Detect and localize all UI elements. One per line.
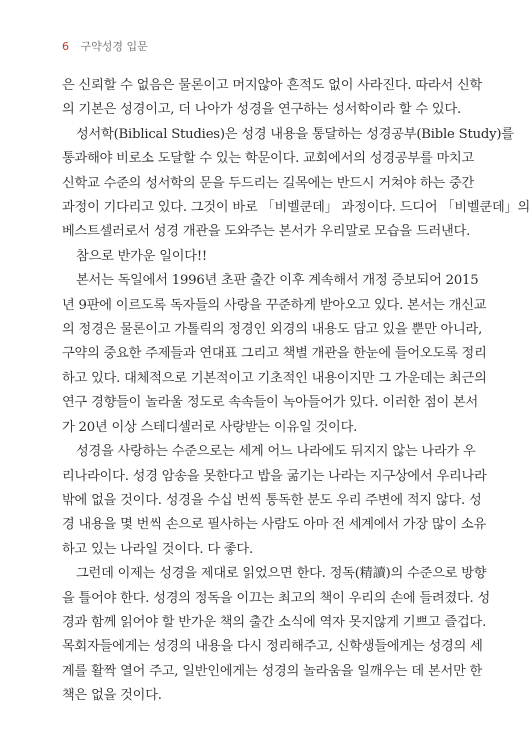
text-line: 성경을 사랑하는 수준으로는 세계 어느 나라에도 뒤지지 않는 나라가 우 [76, 444, 476, 460]
text-line: 책은 없을 것이다. [62, 688, 162, 704]
book-title: 구약성경 입문 [80, 40, 148, 53]
text-line: 연구 경향들이 놀라울 정도로 속속들이 녹아들어가 있다. 이러한 점이 본서 [62, 395, 479, 411]
text-line: 계를 활짝 열어 주고, 일반인에게는 성경의 놀라움을 일깨우는 데 본서만 한 [62, 663, 483, 679]
paragraph-6 [62, 562, 491, 708]
text-line: 통과해야 비로소 도달할 수 있는 학문이다. 교회에서의 성경공부를 마치고 [62, 151, 475, 167]
text-line: 베스트셀러로서 성경 개관을 도와주는 본서가 우리말로 모습을 드러낸다. [62, 224, 471, 240]
text-line: 신학교 수준의 성서학의 문을 두드리는 길목에는 반드시 거쳐야 하는 중간 [62, 175, 475, 191]
text-line: 그런데 이제는 성경을 제대로 읽었으면 한다. 정독(精讀)의 수준으로 방향 [76, 566, 487, 582]
text-line: 은 신뢰할 수 없음은 물론이고 머지않아 흔적도 없이 사라진다. 따라서 신학 [62, 78, 483, 93]
text-line: 목회자들에게는 성경의 내용을 다시 정리해주고, 신학생들에게는 성경의 세 [62, 639, 483, 655]
paragraph-5 [62, 440, 487, 562]
text-line: 리나라이다. 성경 암송을 못한다고 밥을 굶기는 나라는 지구상에서 우리나라 [62, 468, 487, 484]
text-line: 년 9판에 이르도록 독자들의 사랑을 꾸준하게 받아오고 있다. 본서는 개신교 [62, 297, 487, 313]
body-text [62, 74, 530, 709]
text-line: 과정이 기다리고 있다. 그것이 바로 「비벨쿤데」 과정이다. 드디어 「비벨쿤데」의 [62, 200, 530, 216]
text-line: 성서학(Biblical Studies)은 성경 내용을 통달하는 성경공부(Bible Study)를 [76, 126, 514, 142]
text-line: 을 틀어야 한다. 성경의 정독을 이끄는 최고의 책이 우리의 손에 들려졌다. 성 [62, 590, 491, 606]
paragraph-3 [62, 245, 438, 269]
paragraph-2 [62, 123, 530, 245]
page-number: 6 [62, 40, 69, 53]
text-line: 하고 있는 나라일 것이다. 다 좋다. [62, 541, 253, 557]
text-line: 구약의 중요한 주제들과 연대표 그리고 책별 개관을 한눈에 들어오도록 정리 [62, 346, 487, 362]
text-line: 의 정경은 물론이고 가톨릭의 정경인 외경의 내용도 담고 있을 뿐만 아니라, [62, 322, 483, 338]
text-line: 의 기본은 성경이고, 더 나아가 성경을 연구하는 성서학이라 할 수 있다. [62, 102, 461, 118]
running-header [62, 38, 148, 54]
text-line: 가 20년 이상 스테디셀러로 사랑받는 이유일 것이다. [62, 419, 358, 435]
text-line: 경 내용을 몇 번씩 손으로 필사하는 사람도 아마 전 세계에서 가장 많이 소유 [62, 517, 487, 533]
text-line: 하고 있다. 대체적으로 기본적이고 기초적인 내용이지만 그 가운데는 최근의 [62, 370, 487, 386]
text-line: 본서는 독일에서 1996년 초판 출간 이후 계속해서 개정 증보되어 2015 [76, 273, 479, 289]
text-line: 밖에 없을 것이다. 성경을 수십 번씩 통독한 분도 우리 주변에 적지 않다. 성 [62, 492, 482, 508]
text-line: 경과 함께 읽어야 할 반가운 책의 출간 소식에 역자 못지않게 기쁘고 즐겁다. [62, 614, 487, 630]
paragraph-4 [62, 269, 487, 440]
paragraph-1 [62, 74, 483, 123]
text-line: 참으로 반가운 일이다!! [76, 248, 208, 264]
